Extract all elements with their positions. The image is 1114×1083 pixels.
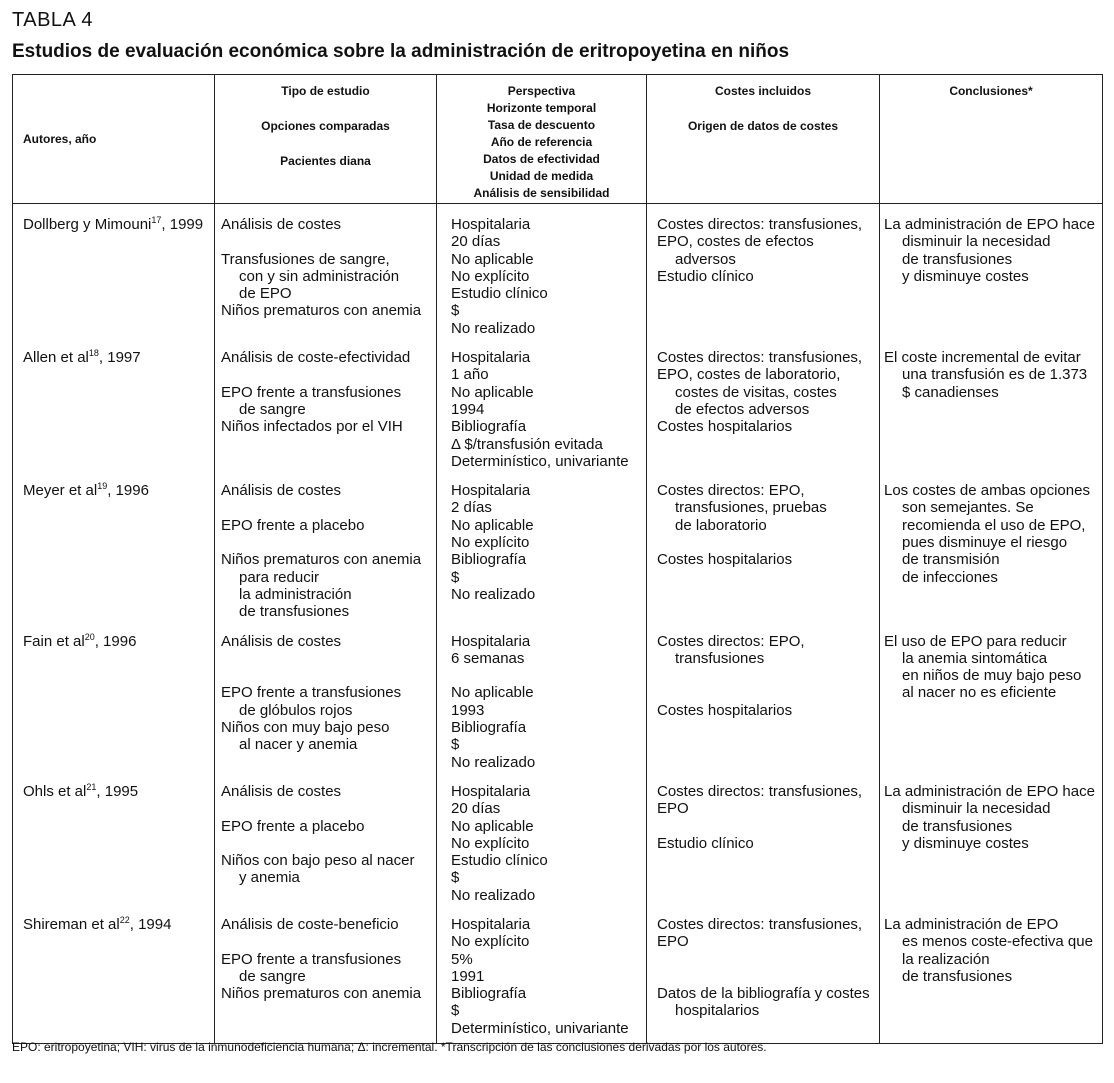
header-tipo-line: Tipo de estudio: [281, 84, 370, 98]
cell-line: de transfusiones: [902, 967, 1013, 985]
header-persp-line: Tasa de descuento: [487, 118, 596, 132]
cell-line: No aplicable: [451, 684, 534, 702]
cell-line: No explícito: [451, 933, 530, 951]
cell-line: Estudio clínico: [451, 852, 548, 870]
cell-perspectiva: [437, 343, 647, 476]
cell-line: $: [451, 1002, 460, 1020]
cell-line: la anemia sintomática: [902, 649, 1048, 667]
author-name: Dollberg y Mimouni: [23, 216, 152, 233]
cell-line: EPO frente a placebo: [221, 516, 365, 534]
table-label: TABLA 4: [12, 9, 93, 31]
cell-tipo-estudio: [215, 777, 437, 910]
author-name: Shireman et al: [23, 915, 120, 933]
table-row: [13, 204, 1103, 344]
evaluation-table: [12, 74, 1103, 1044]
cell-line: Costes directos: transfusiones,: [657, 915, 863, 933]
cell-line: EPO: [657, 933, 689, 951]
cell-line: 20 días: [451, 233, 501, 251]
cell-line: para reducir: [239, 568, 320, 586]
cell-line: La administración de EPO hace: [884, 216, 1095, 233]
cell-line: No aplicable: [451, 383, 534, 401]
cell-tipo-estudio: [215, 627, 437, 777]
cell-line: No aplicable: [451, 250, 534, 268]
cell-line: y disminuye costes: [902, 267, 1029, 285]
header-costes: [647, 75, 880, 204]
cell-line: una transfusión es de 1.373: [902, 366, 1088, 384]
cell-line: Niños prematuros con anemia: [221, 551, 422, 569]
cell-line: pues disminuye el riesgo: [902, 534, 1068, 552]
cell-line: 1991: [451, 967, 485, 985]
cell-line: adversos: [675, 250, 736, 268]
reference-number: 19: [97, 481, 108, 492]
cell-line: Determinístico, univariante: [451, 452, 629, 470]
cell-line: Hospitalaria: [451, 482, 531, 500]
cell-line: 6 semanas: [451, 649, 525, 667]
cell-line: Δ $/transfusión evitada: [451, 435, 603, 453]
cell-line: Estudio clínico: [657, 834, 754, 852]
cell-line: Costes hospitalarios: [657, 701, 793, 719]
cell-conclusiones: [880, 627, 1103, 777]
cell-line: al nacer y anemia: [239, 736, 358, 754]
cell-line: Costes hospitalarios: [657, 551, 793, 569]
cell-line: Niños con bajo peso al nacer: [221, 852, 415, 870]
cell-line: Bibliografía: [451, 985, 527, 1003]
author-year: , 1996: [94, 632, 137, 650]
cell-conclusiones: [880, 777, 1103, 910]
cell-perspectiva: [437, 627, 647, 777]
cell-line: de laboratorio: [675, 516, 767, 534]
cell-line: Hospitalaria: [451, 349, 531, 367]
cell-line: EPO frente a transfusiones: [221, 383, 402, 401]
cell-line: No realizado: [451, 585, 536, 603]
author-name: Fain et al: [23, 632, 85, 650]
reference-number: 20: [84, 631, 95, 642]
cell-line: $: [451, 736, 460, 754]
footnote: EPO: eritropoyetina; VIH: virus de la inmunodeficiencia humana; Δ: incremental. *Transcripción de las conclusiones derivadas por los autores.: [12, 1040, 767, 1054]
header-conclusiones: Conclusiones*: [880, 75, 1103, 204]
header-costes-line: Costes incluidos: [714, 84, 812, 98]
author-year: , 1995: [96, 782, 139, 800]
cell-perspectiva: [437, 777, 647, 910]
cell-line: $: [451, 568, 460, 586]
author-year: , 1999: [161, 216, 204, 233]
cell-line: Costes directos: transfusiones,: [657, 216, 863, 233]
cell-line: Niños infectados por el VIH: [221, 418, 403, 436]
cell-line: hospitalarios: [675, 1002, 760, 1020]
cell-line: No explícito: [451, 267, 530, 285]
cell-line: Costes directos: transfusiones,: [657, 782, 863, 800]
cell-line: costes de visitas, costes: [675, 383, 837, 401]
cell-line: Hospitalaria: [451, 216, 531, 233]
cell-line: transfusiones, pruebas: [675, 499, 827, 517]
cell-line: de efectos adversos: [675, 400, 810, 418]
reference-number: 17: [151, 215, 162, 225]
cell-line: EPO frente a transfusiones: [221, 950, 402, 968]
cell-line: 2 días: [451, 499, 492, 517]
cell-tipo-estudio: [215, 204, 437, 344]
cell-conclusiones: [880, 910, 1103, 1044]
table-body: [13, 204, 1103, 1044]
cell-line: Costes directos: EPO,: [657, 482, 805, 500]
cell-line: de infecciones: [902, 568, 998, 586]
cell-line: de glóbulos rojos: [239, 701, 353, 719]
cell-costes: [647, 910, 880, 1044]
author-year: , 1994: [129, 915, 172, 933]
cell-line: Análisis de coste-beneficio: [221, 915, 399, 933]
cell-autor: [13, 910, 215, 1044]
cell-line: Los costes de ambas opciones: [884, 482, 1090, 500]
cell-line: Hospitalaria: [451, 915, 531, 933]
cell-line: Análisis de costes: [221, 482, 342, 500]
cell-line: 1993: [451, 701, 485, 719]
cell-line: de EPO: [239, 285, 292, 303]
cell-line: No aplicable: [451, 817, 534, 835]
cell-line: de sangre: [239, 400, 306, 418]
cell-line: Bibliografía: [451, 551, 527, 569]
cell-line: No realizado: [451, 319, 536, 337]
cell-line: El coste incremental de evitar: [884, 349, 1081, 367]
header-perspectiva: [437, 75, 647, 204]
cell-line: No explícito: [451, 834, 530, 852]
cell-line: de transmisión: [902, 551, 1000, 569]
cell-line: EPO frente a transfusiones: [221, 684, 402, 702]
cell-perspectiva: [437, 476, 647, 626]
cell-line: 5%: [451, 950, 473, 968]
header-persp-line: Análisis de sensibilidad: [473, 186, 610, 200]
cell-line: de transfusiones: [239, 603, 350, 621]
cell-line: Determinístico, univariante: [451, 1019, 629, 1037]
cell-autor: [13, 204, 215, 344]
cell-line: Estudio clínico: [451, 285, 548, 303]
header-persp-line: Horizonte temporal: [486, 101, 597, 115]
cell-line: Estudio clínico: [657, 267, 754, 285]
cell-line: EPO frente a placebo: [221, 817, 365, 835]
cell-line: Transfusiones de sangre,: [221, 250, 390, 268]
cell-line: El uso de EPO para reducir: [884, 632, 1067, 650]
header-persp-line: Datos de efectividad: [483, 152, 600, 166]
cell-line: de sangre: [239, 967, 306, 985]
cell-line: disminuir la necesidad: [902, 233, 1051, 251]
cell-line: 1994: [451, 400, 485, 418]
cell-line: $: [451, 869, 460, 887]
cell-line: Niños prematuros con anemia: [221, 302, 422, 320]
cell-line: de transfusiones: [902, 250, 1013, 268]
cell-autor: [13, 777, 215, 910]
header-tipo: [215, 75, 437, 204]
cell-line: es menos coste-efectiva que: [902, 933, 1093, 951]
cell-line: No explícito: [451, 534, 530, 552]
cell-line: y disminuye costes: [902, 834, 1029, 852]
cell-autor: [13, 343, 215, 476]
cell-costes: [647, 476, 880, 626]
cell-line: Análisis de coste-efectividad: [221, 349, 411, 367]
header-persp-line: Año de referencia: [490, 135, 593, 149]
reference-number: 22: [119, 914, 130, 925]
cell-line: disminuir la necesidad: [902, 800, 1051, 818]
table-row: [13, 476, 1103, 626]
cell-line: Análisis de costes: [221, 632, 342, 650]
cell-line: son semejantes. Se: [902, 499, 1034, 517]
reference-number: 18: [88, 348, 99, 359]
cell-line: Costes hospitalarios: [657, 418, 793, 436]
cell-line: transfusiones: [675, 649, 765, 667]
cell-conclusiones: [880, 476, 1103, 626]
cell-costes: [647, 777, 880, 910]
cell-line: EPO: [657, 800, 689, 818]
cell-line: la realización: [902, 950, 990, 968]
cell-line: en niños de muy bajo peso: [902, 667, 1082, 685]
cell-costes: [647, 343, 880, 476]
cell-line: EPO, costes de efectos: [657, 233, 814, 251]
cell-line: Costes directos: transfusiones,: [657, 349, 863, 367]
cell-line: Análisis de costes: [221, 782, 342, 800]
author-name: Allen et al: [23, 349, 89, 367]
cell-perspectiva: [437, 204, 647, 344]
table-row: [13, 777, 1103, 910]
author-year: , 1996: [107, 482, 149, 500]
cell-line: Costes directos: EPO,: [657, 632, 805, 650]
table-row: [13, 910, 1103, 1044]
cell-line: 20 días: [451, 800, 501, 818]
cell-line: Bibliografía: [451, 418, 527, 436]
cell-line: recomienda el uso de EPO,: [902, 516, 1086, 534]
cell-line: con y sin administración: [239, 267, 400, 285]
cell-line: de transfusiones: [902, 817, 1013, 835]
header-tipo-line: Pacientes diana: [280, 154, 371, 168]
cell-tipo-estudio: [215, 343, 437, 476]
cell-costes: [647, 204, 880, 344]
author-name: Ohls et al: [23, 782, 87, 800]
header-persp-line: Perspectiva: [507, 84, 576, 98]
header-tipo-line: Opciones comparadas: [261, 119, 390, 133]
cell-line: $: [451, 302, 460, 320]
cell-costes: [647, 627, 880, 777]
cell-perspectiva: [437, 910, 647, 1044]
cell-line: la administración: [239, 585, 352, 603]
cell-line: 1 año: [451, 366, 489, 384]
cell-line: Niños prematuros con anemia: [221, 985, 422, 1003]
cell-line: EPO, costes de laboratorio,: [657, 366, 841, 384]
cell-line: La administración de EPO hace: [884, 782, 1095, 800]
cell-conclusiones: [880, 343, 1103, 476]
author-name: Meyer et al: [23, 482, 98, 500]
table-row: [13, 343, 1103, 476]
cell-line: Análisis de costes: [221, 216, 342, 233]
table-row: [13, 627, 1103, 777]
cell-tipo-estudio: [215, 910, 437, 1044]
header-row: [13, 75, 1103, 204]
header-autores: Autores, año: [13, 75, 215, 204]
header-costes-line: Origen de datos de costes: [687, 119, 839, 133]
cell-line: Niños con muy bajo peso: [221, 719, 390, 737]
cell-conclusiones: [880, 204, 1103, 344]
cell-line: Hospitalaria: [451, 632, 531, 650]
cell-line: y anemia: [239, 869, 300, 887]
cell-line: Bibliografía: [451, 719, 527, 737]
cell-line: Datos de la bibliografía y costes: [657, 985, 870, 1003]
cell-line: No realizado: [451, 886, 536, 904]
reference-number: 21: [86, 781, 97, 792]
header-persp-line: Unidad de medida: [489, 169, 594, 183]
author-year: , 1997: [98, 349, 141, 367]
cell-line: $ canadienses: [902, 383, 999, 401]
table-title: Estudios de evaluación económica sobre la administración de eritropoyetina en niños: [12, 41, 790, 62]
cell-line: al nacer no es eficiente: [902, 684, 1057, 702]
cell-tipo-estudio: [215, 476, 437, 626]
cell-line: No aplicable: [451, 516, 534, 534]
cell-line: La administración de EPO: [884, 915, 1059, 933]
cell-autor: [13, 627, 215, 777]
cell-line: Hospitalaria: [451, 782, 531, 800]
cell-line: No realizado: [451, 753, 536, 771]
cell-autor: [13, 476, 215, 626]
